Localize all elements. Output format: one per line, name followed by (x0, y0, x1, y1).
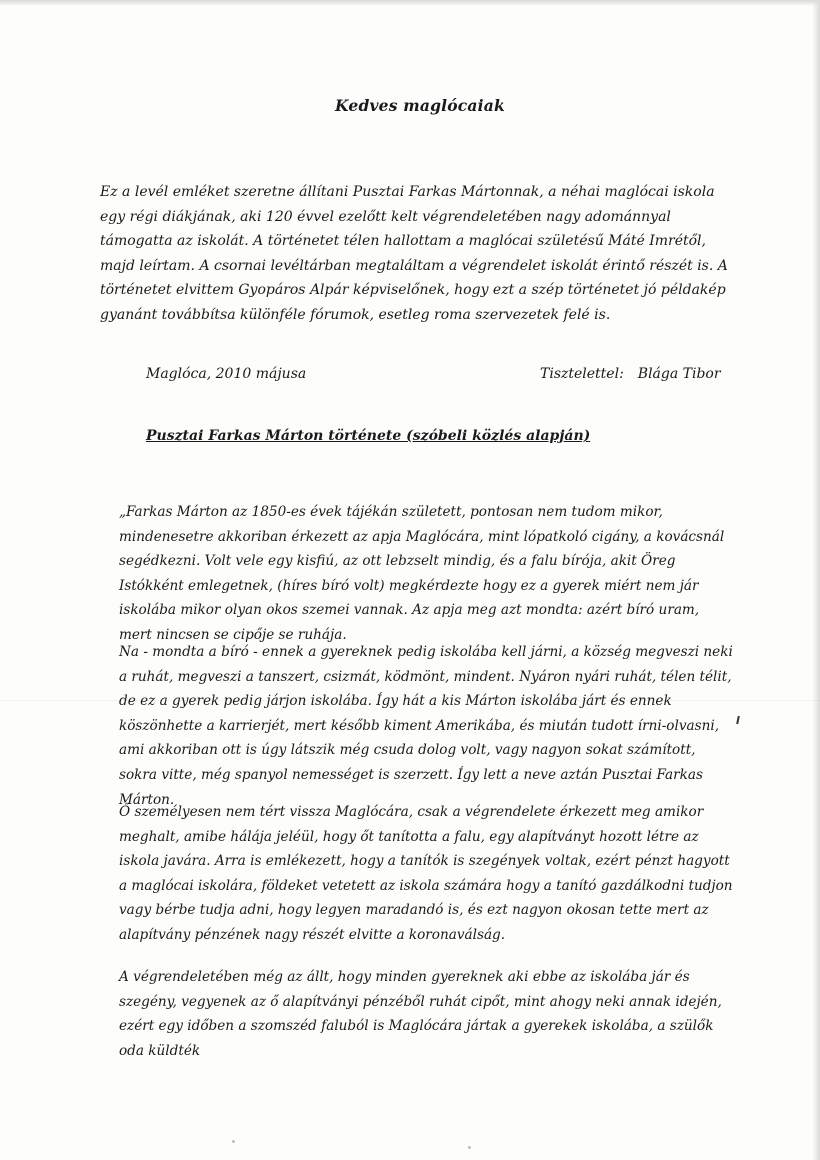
signature-name: Blága Tibor (637, 366, 721, 382)
story-paragraph-4: A végrendeletében még az állt, hogy minden gyereknek aki ebbe az iskolába jár és szegény, vegyenek az ő alapítványi pénzéből ruhát cipőt, mint ahogy neki annak idején, ezért egy időben a szomszéd faluból is Maglócára jártak a gyerekek iskolába, a szülők oda küldték (119, 969, 722, 1059)
scan-shadow-top (0, 0, 820, 6)
letter-title: Kedves maglócaiak (335, 96, 505, 115)
scan-dust-speck (232, 1140, 235, 1143)
scan-shadow-right (812, 0, 820, 1160)
story-paragraph-2: Na - mondta a bíró - ennek a gyereknek pedig iskolába kell járni, a község megveszi neki a ruhát, megveszi a tanszert, csizmát, ködmönt, mindent. Nyáron nyári ruhát, télen télit, de ez a gyerek pedig járjon iskolába. Így hát a kis Márton iskolába járt és ennek köszönhette a karrierjét, mert később kiment Amerikába, és miután tudott írni-olvasni, ami akkoriban ott is úgy látszik még csuda dolog volt, vagy nagyon sokat számított, sokra vitte, még spanyol nemességet is szerzett. Így lett a neve aztán Pusztai Farkas Márton. (119, 644, 733, 808)
intro-paragraph: Ez a levél emléket szeretne állítani Pusztai Farkas Mártonnak, a néhai maglócai iskola egy régi diákjának, aki 120 évvel ezelőtt kelt végrendeletében nagy adománnyal támogatta az iskolát. A történetet télen hallottam a maglócai születésű Máté Imrétől, majd leírtam. A csornai levéltárban megtaláltam a végrendelet iskolát érintő részét is. A történetet elvittem Gyopáros Alpár képviselőnek, hogy ezt a szép történetet jó példakép gyanánt továbbítsa különféle fórumok, esetleg roma szervezetek felé is. (100, 184, 728, 323)
story-paragraph-3: Ő személyesen nem tért vissza Maglócára, csak a végrendelete érkezett meg amikor meghalt, amibe hálája jeléül, hogy őt tanította a falu, egy alapítványt hozott létre az iskola javára. Arra is emlékezett, hogy a tanítók is szegények voltak, ezért pénzt hagyott a maglócai iskolára, földeket vetetett az iskola számára hogy a tanító gazdálkodni tudjon vagy bérbe tudja adni, hogy legyen maradandó is, és ezt nagyon okosan tette mert az alapítvány pénzének nagy részét elvitte a koronaválság. (119, 804, 733, 943)
closing-block (540, 366, 721, 382)
closing-greeting: Tisztelettel: (540, 366, 624, 382)
story-subtitle: Pusztai Farkas Márton története (szóbeli közlés alapján) (146, 428, 591, 444)
place-and-date: Maglóca, 2010 májusa (146, 366, 307, 382)
scan-dust-speck (468, 1146, 471, 1149)
stray-ink-mark (736, 716, 740, 724)
story-paragraph-1: „Farkas Márton az 1850-es évek tájékán született, pontosan nem tudom mikor, mindenesetre akkoriban érkezett az apja Maglócára, mint lópatkoló cigány, a kovácsnál segédkezni. Volt vele egy kisfiú, az ott lebzselt mindig, és a falu bírója, akit Öreg Istókként emlegetnek, (híres bíró volt) megkérdezte hogy ez a gyerek miért nem jár iskolába mikor olyan okos szemei vannak. Az apja meg azt mondta: azért bíró uram, mert nincsen se cipője se ruhája. (119, 504, 725, 643)
